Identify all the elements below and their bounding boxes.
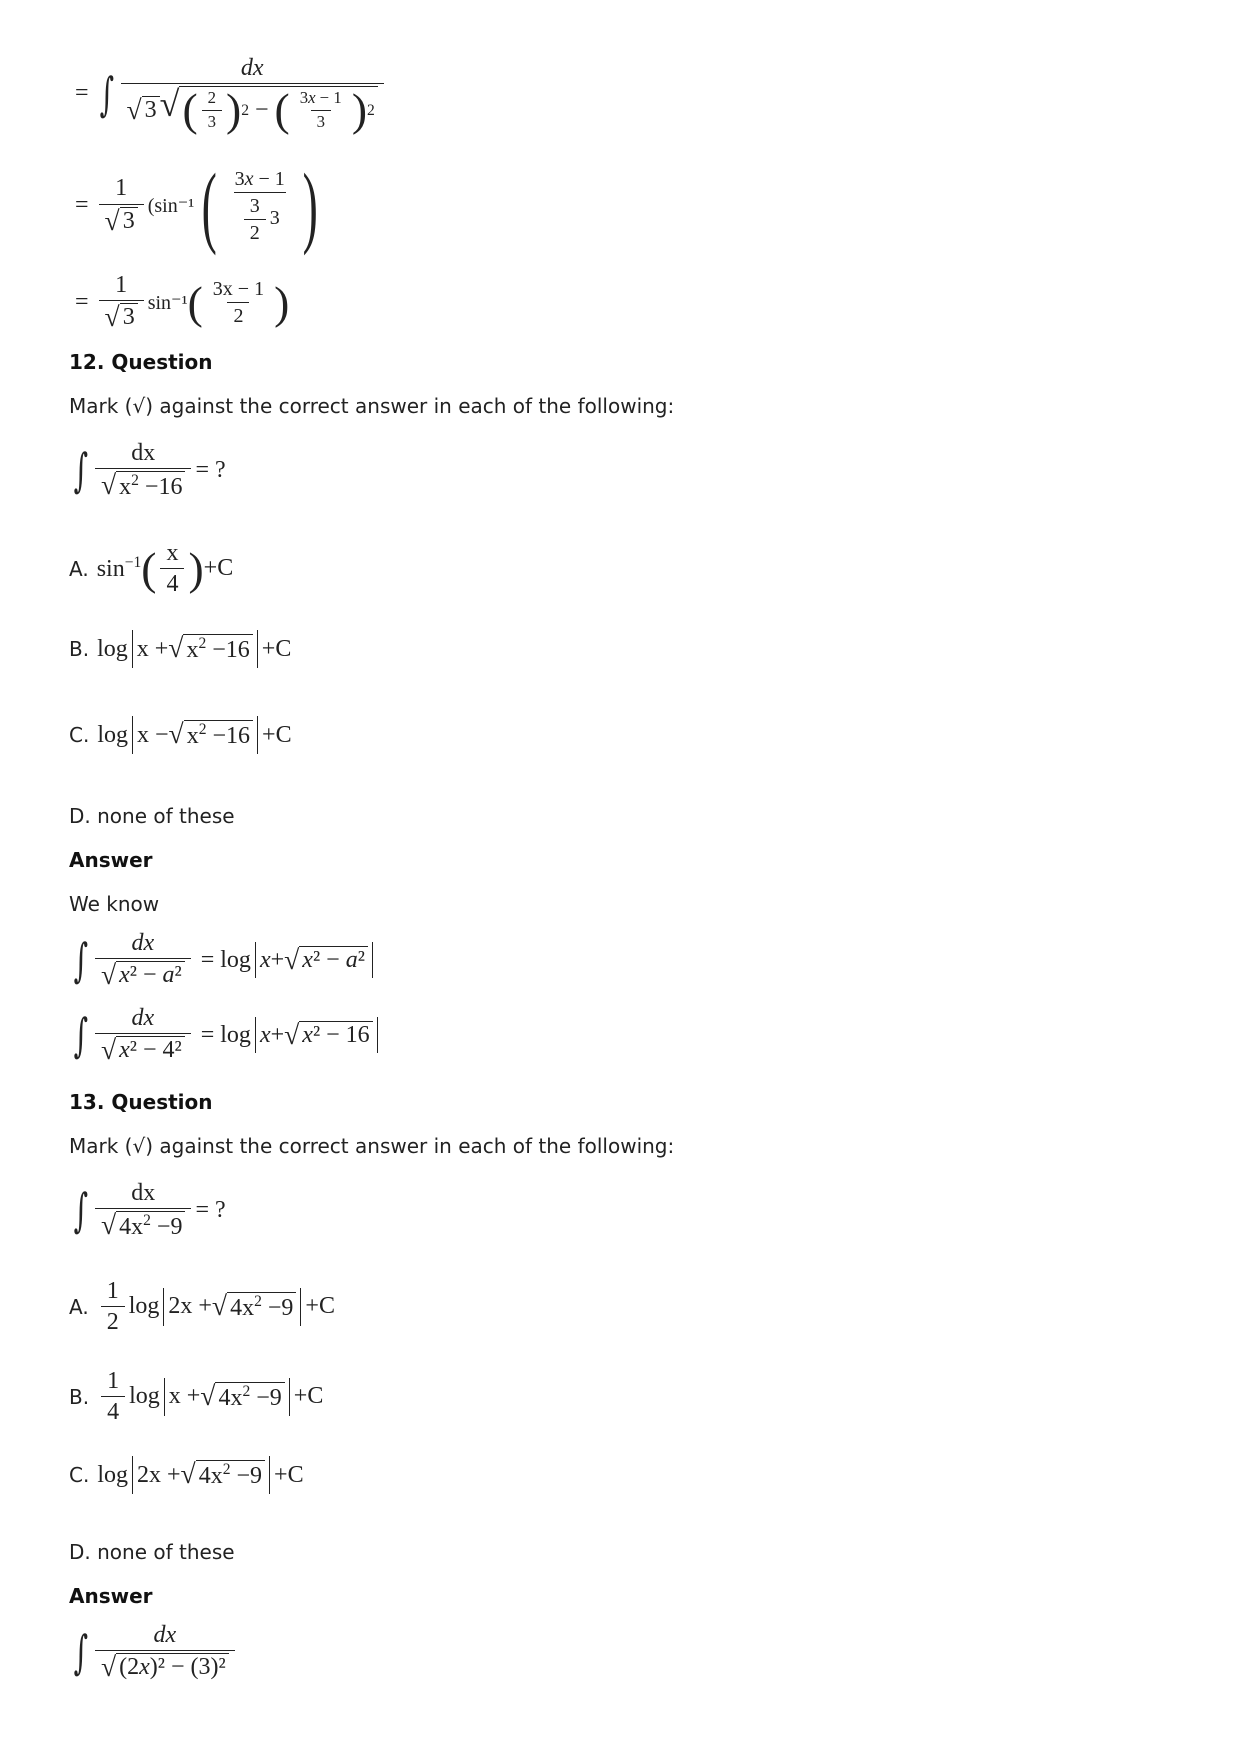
q12-option-d[interactable]: D. none of these bbox=[69, 804, 235, 828]
q13-integral: ∫ dx √ $4x^2 -9$ = ? bbox=[73, 1180, 226, 1241]
q13-answer-line-1: ∫ dx √ (2x)² − (3)² bbox=[69, 1622, 239, 1683]
prev-solution-line-1: = ∫ dx √ 3 √ ( $\frac{2}{3}$ ) 2 − ( $\frac{3x - 1}{3}$ ) 2 bbox=[69, 55, 388, 133]
q13-prompt: Mark (√) against the correct answer in each of the following: bbox=[69, 1134, 675, 1158]
q13-answer-heading: Answer bbox=[69, 1584, 153, 1608]
q13-option-c[interactable]: C. log 2x + √ $4x^2 -9$ +C bbox=[69, 1456, 304, 1494]
q12-answer-heading: Answer bbox=[69, 848, 153, 872]
q12-integral: ∫ dx √ $x^2 -16$ = ? bbox=[73, 440, 226, 501]
q12-option-a[interactable]: A. $\sin^{-1}$ ( $\frac{x}{4}$ ) +C bbox=[69, 540, 234, 598]
prev-solution-line-3: = 1 √ 3 sin⁻¹ ( $\frac{3x - 1}{2}$ ) bbox=[75, 272, 290, 333]
q13-option-b[interactable]: B. $\frac{1}{4}$ log x + √ $4x^2 -9$ +C bbox=[69, 1368, 324, 1426]
q13-option-d[interactable]: D. none of these bbox=[69, 1540, 235, 1564]
q12-answer-line-2: ∫ dx √ x² − 4² = log x + √ x² − 16 bbox=[69, 1005, 382, 1066]
q12-answer-line-1: ∫ dx √ x² − a² = log x + √ x² − a² bbox=[69, 930, 377, 991]
q12-answer-intro: We know bbox=[69, 892, 160, 916]
q12-option-b[interactable]: B. log x + √ $x^2 -16$ +C bbox=[69, 630, 291, 668]
q13-option-a[interactable]: A. $\frac{1}{2}$ log 2x + √ $4x^2 -9$ +C bbox=[69, 1278, 335, 1336]
q12-heading: 12. Question bbox=[69, 350, 213, 374]
q13-heading: 13. Question bbox=[69, 1090, 213, 1114]
prev-solution-line-2: = 1 √ 3 (sin⁻¹ ( 3x − 1 $\frac{3}{2}$ 3 ) bbox=[75, 155, 318, 256]
q12-prompt: Mark (√) against the correct answer in each of the following: bbox=[69, 394, 675, 418]
q12-option-c[interactable]: C. log x − √ $x^2 -16$ +C bbox=[69, 716, 292, 754]
